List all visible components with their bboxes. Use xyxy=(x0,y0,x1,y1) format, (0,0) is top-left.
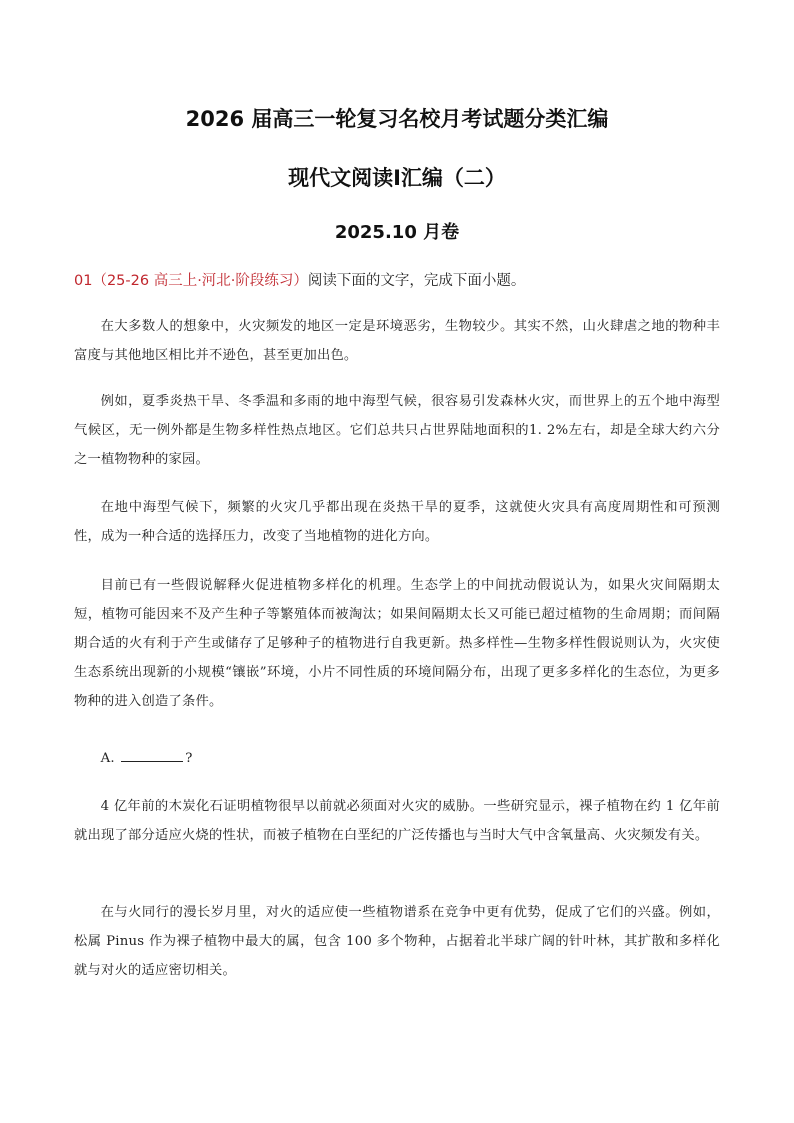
passage-paragraph-6: 4 亿年前的木炭化石证明植物很早以前就必须面对火灾的威胁。一些研究显示，裸子植物在约 1 亿年前就出现了部分适应火烧的性状，而被子植物在白垩纪的广泛传播也与当时大气中含氧量高、火灾频发有关。 xyxy=(74,799,720,843)
document-subtitle: 现代文阅读Ⅰ汇编（二） xyxy=(288,166,506,190)
question-source: （25-26 高三上·河北·阶段练习） xyxy=(92,273,308,289)
question-instruction: 阅读下面的文字，完成下面小题。 xyxy=(307,273,526,289)
passage-paragraph-2: 例如，夏季炎热干旱、冬季温和多雨的地中海型气候，很容易引发森林火灾，而世界上的五个地中海型气候区，无一例外都是生物多样性热点地区。它们总共只占世界陆地面积的1. 2%左右，却是全球大约六分之一植物物种的家园。 xyxy=(74,394,720,467)
passage-paragraph-3: 在地中海型气候下，频繁的火灾几乎都出现在炎热干旱的夏季，这就使火灾具有高度周期性和可预测性，成为一种合适的选择压力，改变了当地植物的进化方向。 xyxy=(74,500,720,544)
document-month-label: 2025.10 月卷 xyxy=(334,222,460,243)
fill-in-blank[interactable] xyxy=(121,747,183,762)
passage-paragraph-1: 在大多数人的想象中，火灾频发的地区一定是环境恶劣，生物较少。其实不然，山火肆虐之地的物种丰富度与其他地区相比并不逊色，甚至更加出色。 xyxy=(74,319,720,363)
question-number: 01 xyxy=(74,273,93,289)
passage-blank-line xyxy=(74,744,720,773)
blank-label: A. xyxy=(100,751,115,766)
question-header xyxy=(74,269,734,290)
blank-end-mark: ? xyxy=(185,751,193,766)
passage-paragraph-4: 目前已有一些假说解释火促进植物多样化的机理。生态学上的中间扰动假说认为，如果火灾间隔期太短，植物可能因来不及产生种子等繁殖体而被淘汰；如果间隔期太长又可能已超过植物的生命周期；而间隔期合适的火有利于产生或储存了足够种子的植物进行自我更新。热多样性—生物多样性假说则认为，火灾使生态系统出现新的小规模“镶嵌”环境，小片不同性质的环境间隔分布，出现了更多多样化的生态位，为更多物种的进入创造了条件。 xyxy=(74,578,720,709)
passage-paragraph-7: 在与火同行的漫长岁月里，对火的适应使一些植物谱系在竞争中更有优势，促成了它们的兴盛。例如，松属 Pinus 作为裸子植物中最大的属，包含 100 多个物种，占据着北半球广阔的针叶林，其扩散和多样化就与对火的适应密切相关。 xyxy=(74,905,720,978)
document-title: 2026 届高三一轮复习名校月考试题分类汇编 xyxy=(185,107,609,131)
